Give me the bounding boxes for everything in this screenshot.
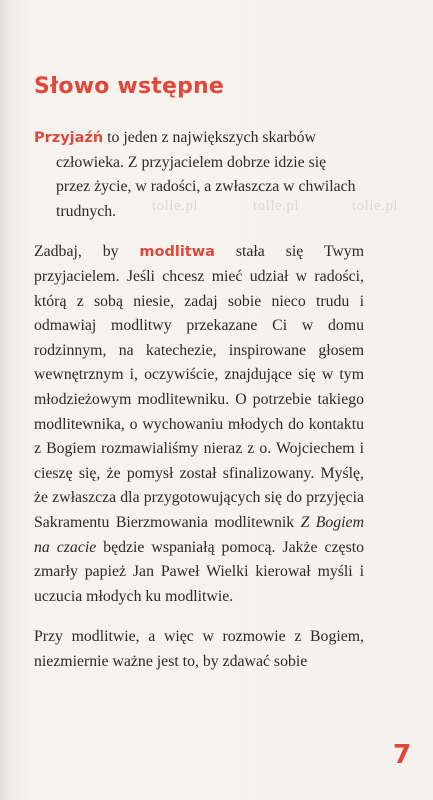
watermark: tolle.pl: [253, 198, 300, 214]
paragraph-1-line-1: to jeden z największych skarbów: [103, 129, 316, 146]
paragraph-2-body: stała się Twym przyjacielem. Jeśli chcesz mieć udział w radości, którą z sobą niesie, zadaj sobie nieco trudu i odmawiaj modlitwy przekazane Ci w domu rodzinnym, na katechezie, inspirowane głosem wewnętrznym i, oczywiście, znajdujące się w tym młodzieżowym modlitewniku. O potrzebie takiego modlitewnika, o wychowaniu młodych do kontaktu z Bogiem rozmawialiśmy nieraz z o. Wojciechem i cieszę się, że pomysł został sfinalizowany. Myślę, że zwłaszcza dla przygotowujących się do przyjęcia Sakramentu Bierzmowania modlitewnik: [34, 243, 364, 531]
paragraph-2-start: Zadbaj, by: [34, 243, 140, 261]
body-text: [34, 126, 364, 690]
paragraph-1-line-2: człowieka. Z przyjacielem dobrze idzie się: [56, 153, 327, 171]
paragraph-1-line-3: przez życie, w radości, a zwłaszcza w chwilach: [56, 178, 356, 196]
paragraph-1: [34, 126, 364, 224]
watermark: tolle.pl: [152, 198, 199, 214]
paragraph-2: [34, 240, 364, 609]
paragraph-1-line-4: trudnych.: [56, 202, 117, 220]
highlight-prayer: modlitwa: [139, 244, 215, 261]
highlight-friendship: Przyjaźń: [34, 130, 104, 146]
paragraph-2-end: będzie wspaniałą pomocą. Jakże często zmarły papież Jan Paweł Wielki kierował myśli i uczucia młodych ku modlitwie.: [34, 538, 365, 605]
watermark: tolle.pl: [352, 198, 399, 214]
chapter-heading: Słowo wstępne: [34, 74, 225, 99]
book-title-italic: Z Bogiem na czacie: [34, 513, 364, 556]
paragraph-3: Przy modlitwie, a więc w rozmowie z Bogiem, niezmiernie ważne jest to, by zdawać sobie: [34, 628, 364, 670]
page-number: 7: [393, 740, 412, 770]
